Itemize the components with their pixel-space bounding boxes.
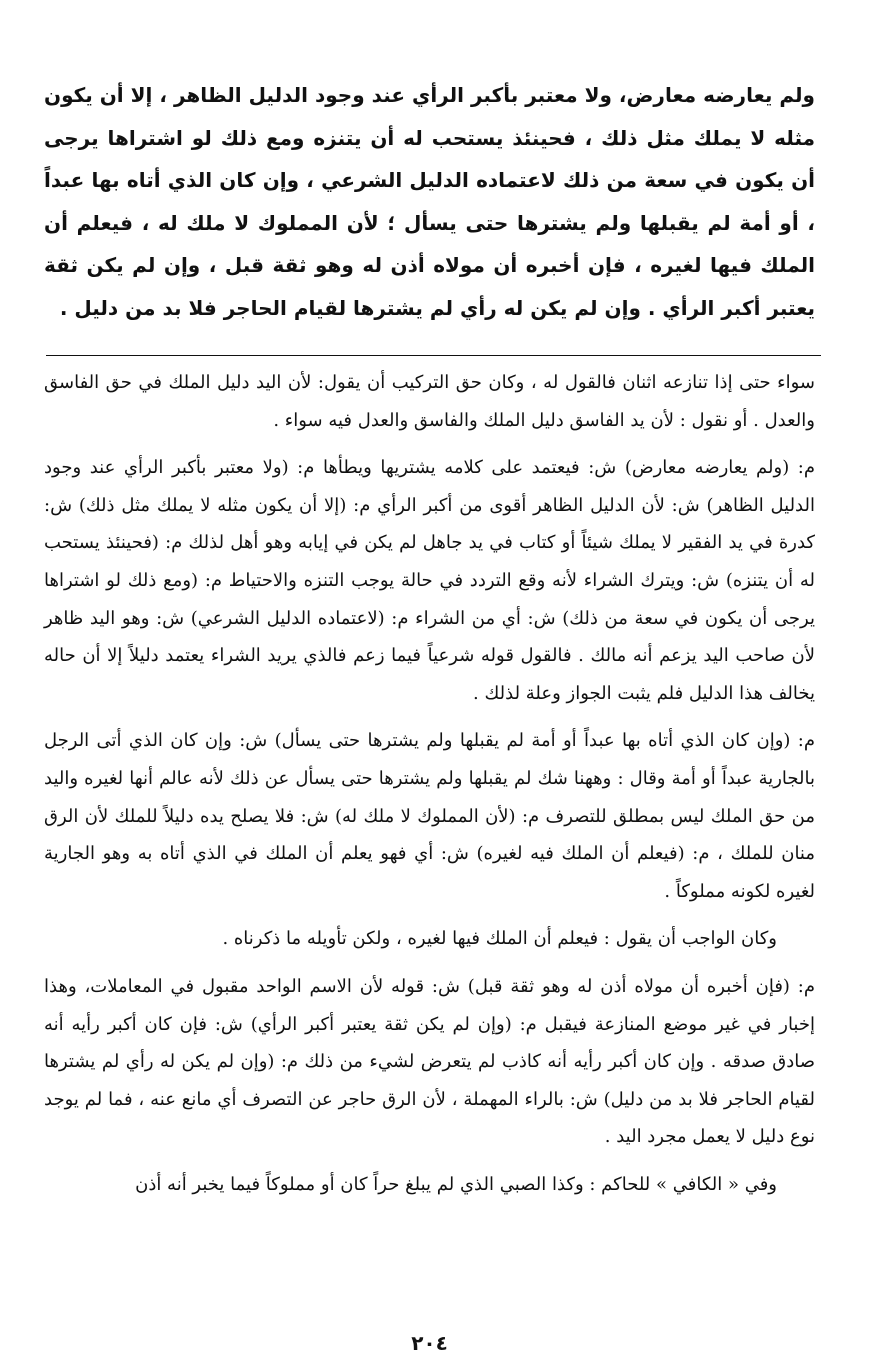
commentary-paragraph-1: سواء حتى إذا تنازعه اثنان فالقول له ، وكان حق التركيب أن يقول: لأن اليد دليل الملك في حق الفاسق والعدل . أو نقول : لأن يد الفاسق دليل الملك والفاسق والعدل فيه سواء . bbox=[44, 372, 815, 431]
sharh-text-block bbox=[44, 364, 815, 1213]
matn-paragraph: ولم يعارضه معارض، ولا معتبر بأكبر الرأي عند وجود الدليل الظاهر ، إلا أن يكون مثله لا يملك مثل ذلك ، فحينئذ يستحب له أن يتنزه ومع ذلك لو اشتراها يرجى أن يكون في سعة من ذلك لاعتماده الدليل الشرعي ، وإن كان الذي أتاه بها عبداً ، أو أمة لم يقبلها ولم يشترها حتى يسأل ؛ لأن المملوك لا ملك له ، فيعلم أن الملك فيها لغيره ، فإن أخبره أن مولاه أذن له وهو ثقة قبل ، وإن لم يكن ثقة يعتبر أكبر الرأي . وإن لم يكن له رأي لم يشترها لقيام الحاجر فلا بد من دليل . bbox=[44, 83, 815, 320]
commentary-paragraph-3: م: (وإن كان الذي أتاه بها عبداً أو أمة لم يقبلها ولم يشترها حتى يسأل) ش: وإن كان الذي أتى الرجل بالجارية عبداً أو أمة وقال : وههنا شك لم يقبلها ولم يشترها حتى يسأل عن ذلك لأنه عالم أنها لغيره واليد من حق الملك ليس بمطلق للتصرف م: (لأن المملوك لا ملك له) ش: فلا يصلح يده دليلاً للملك لأن الرق منان للملك ، م: (فيعلم أن الملك فيه لغيره) ش: أي فهو يعلم أن الملك في الذي أتاه به وهو الجارية لغيره لكونه مملوكاً . bbox=[44, 730, 815, 902]
section-divider bbox=[46, 355, 821, 356]
commentary-paragraph-4: وكان الواجب أن يقول : فيعلم أن الملك فيها لغيره ، ولكن تأويله ما ذكرناه . bbox=[222, 928, 777, 950]
document-page bbox=[44, 0, 815, 1371]
commentary-paragraph-5: م: (فإن أخبره أن مولاه أذن له وهو ثقة قبل) ش: قوله لأن الاسم الواحد مقبول في المعاملات، وهذا إخبار في غير موضع المنازعة فيقبل م: (وإن لم يكن ثقة يعتبر أكبر الرأي) ش: فإن كان أكبر رأيه أنه صادق صدقه . وإن كان أكبر رأيه أنه كاذب لم يتعرض لشيء من ذلك م: (وإن لم يكن له رأي لم يشترها لقيام الحاجر فلا بد من دليل) ش: بالراء المهملة ، لأن الرق حاجر عن التصرف أي مانع عنه ، فما لم يوجد نوع دليل لا يعمل مجرد اليد . bbox=[44, 975, 815, 1148]
matn-text-block bbox=[44, 74, 815, 329]
page-number: ٢٠٤ bbox=[411, 1331, 448, 1355]
commentary-paragraph-6: وفي « الكافي » للحاكم : وكذا الصبي الذي لم يبلغ حراً كان أو مملوكاً فيما يخبر أنه أذن bbox=[135, 1173, 777, 1195]
commentary-paragraph-2: م: (ولم يعارضه معارض) ش: فيعتمد على كلامه يشتريها ويطأها م: (ولا معتبر بأكبر الرأي عند وجود الدليل الظاهر) ش: لأن الدليل الظاهر أقوى من أكبر الرأي م: (إلا أن يكون مثله لا يملك مثل ذلك) ش: كدرة في يد الفقير لا يملك شيئاً أو كتاب في يد جاهل لم يكن في إيابه وهو أهل لذلك م: (فحينئذ يستحب له أن يتنزه) ش: ويترك الشراء لأنه وقع التردد في حالة يوجب التنزه والاحتياط م: (ومع ذلك لو اشتراها يرجى أن يكون في سعة من ذلك) ش: أي من الشراء م: (لاعتماده الدليل الشرعي) ش: وهو اليد ظاهر لأن صاحب اليد يزعم أنه مالك . فالقول قوله شرعياً فيما زعم فالذي يريد الشراء يعتمد دليلاً إلا أن حاله يخالف هذا الدليل فلم يثبت الجواز وعلة لذلك . bbox=[44, 457, 815, 704]
